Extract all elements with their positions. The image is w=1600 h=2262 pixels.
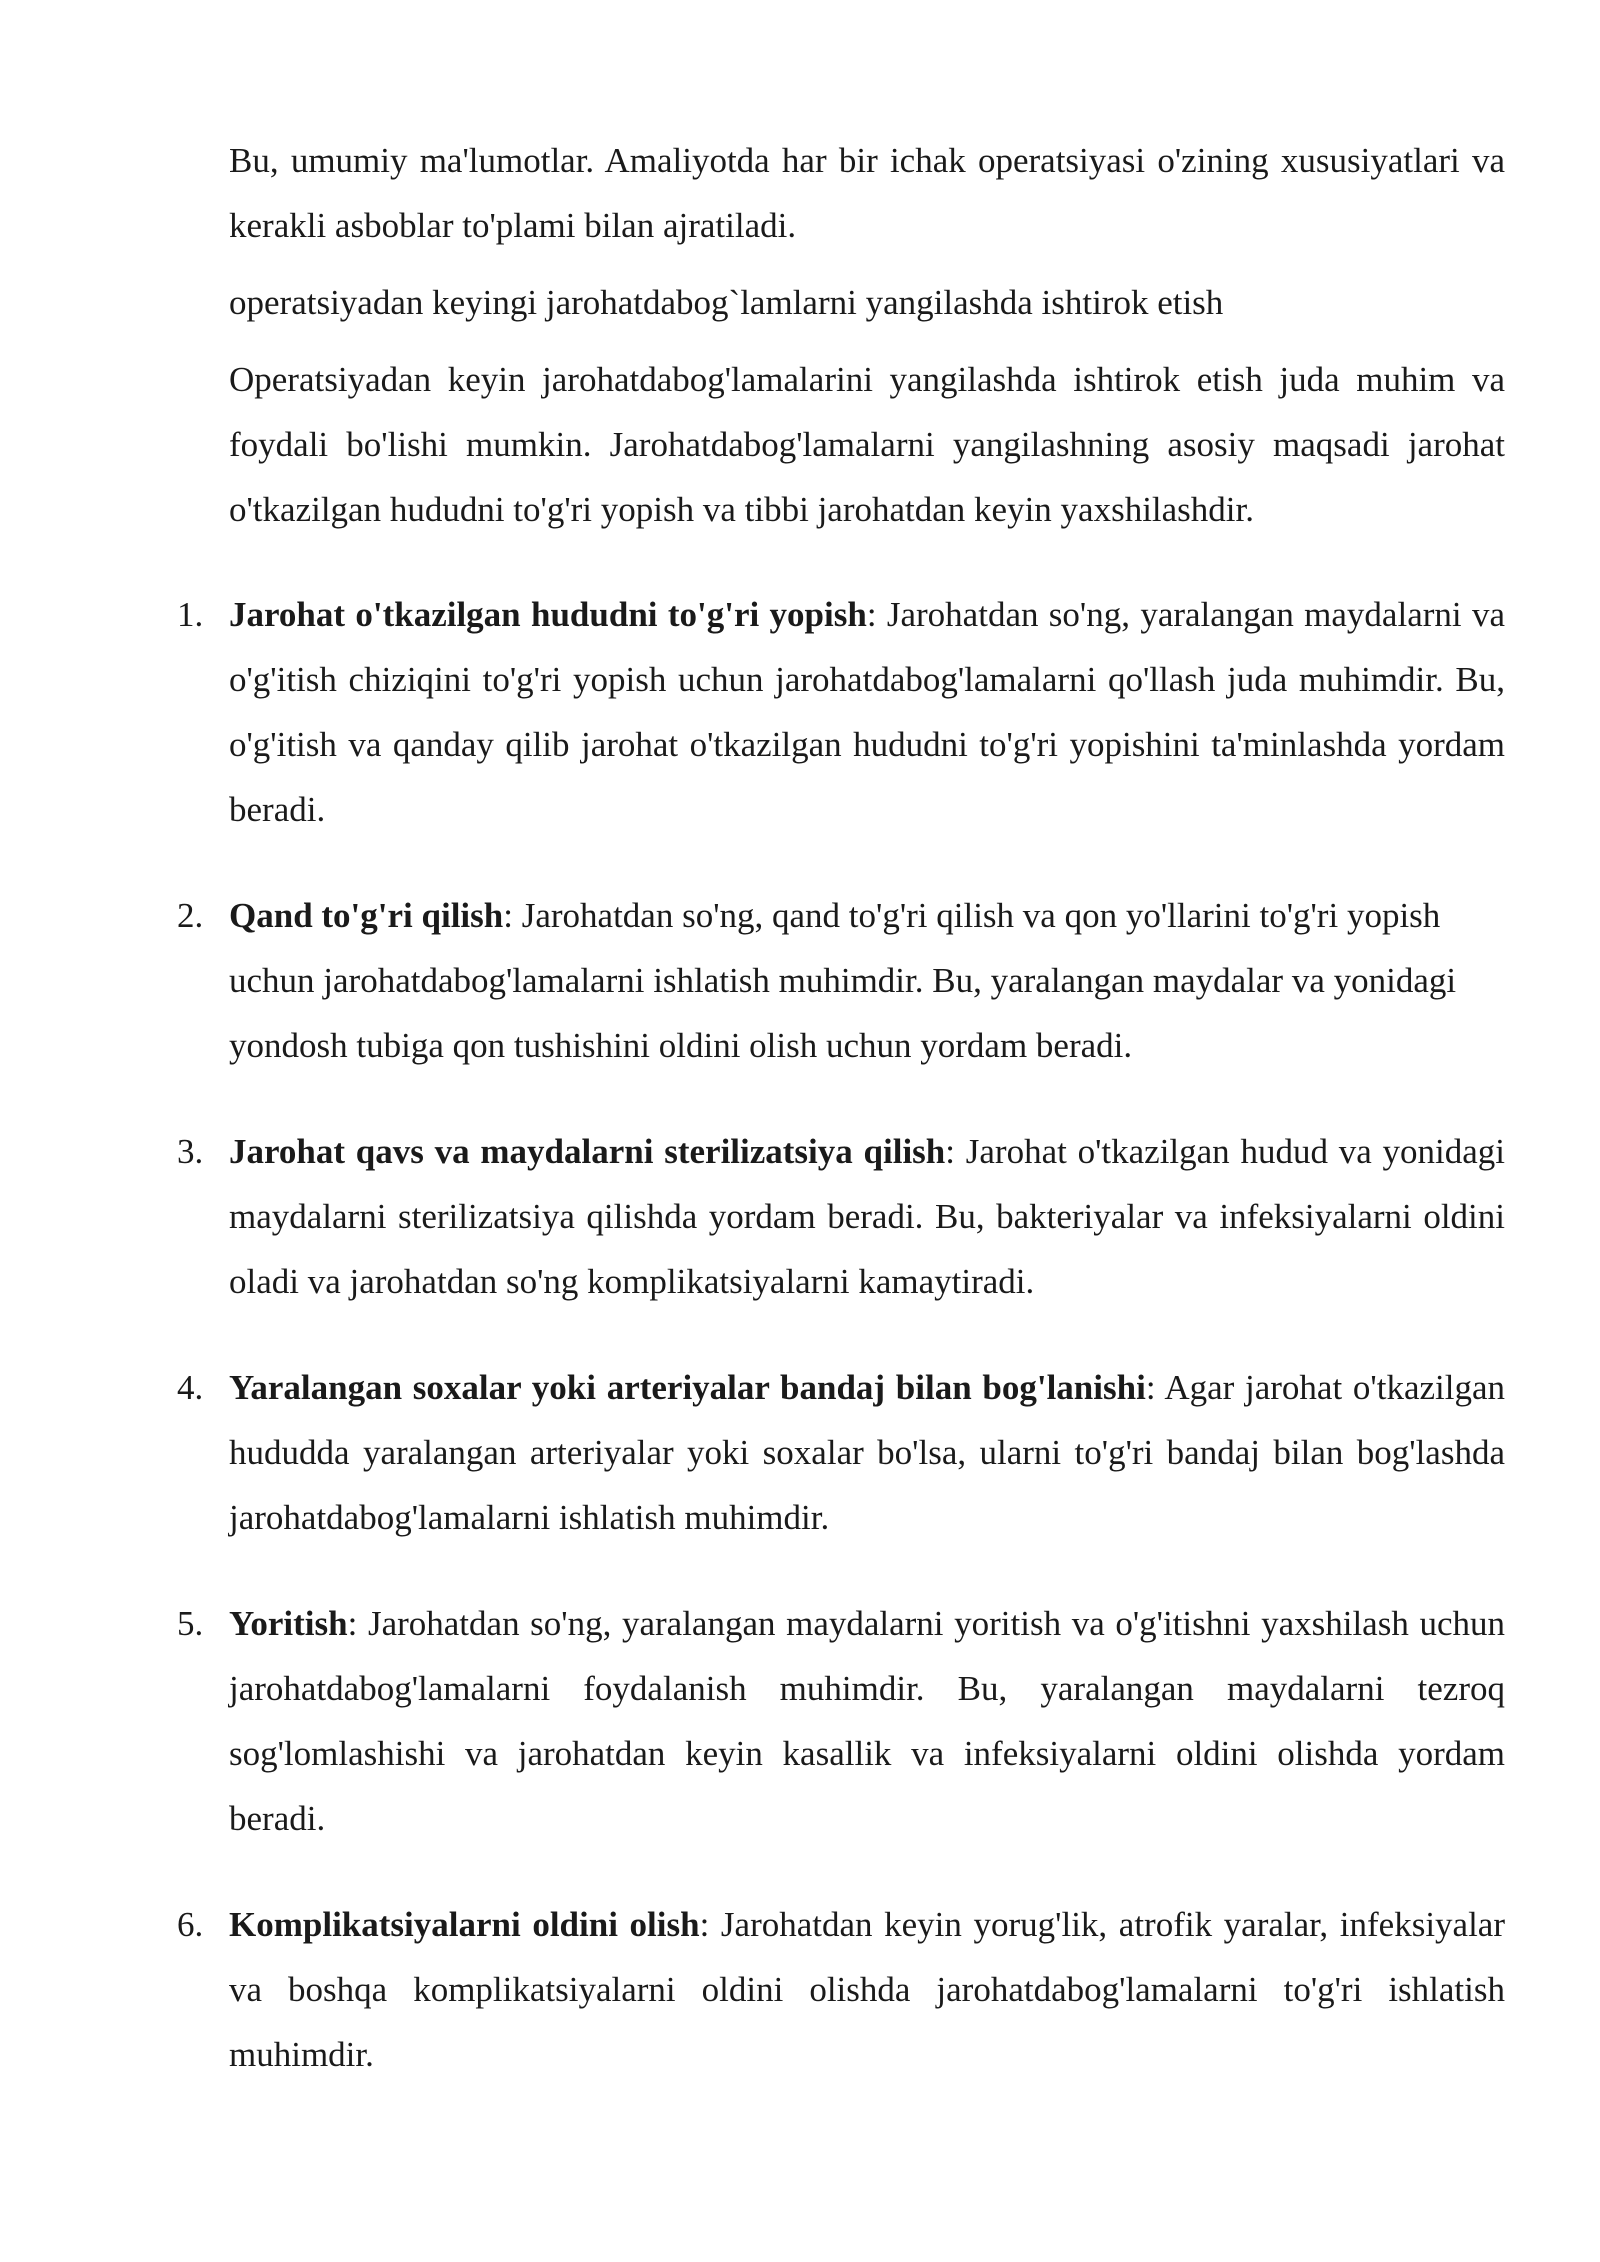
intro-paragraph: Bu, umumiy ma'lumotlar. Amaliyotda har bir ichak operatsiyasi o'zining xususiyatlari va kerakli asboblar to'plami bilan ajratiladi.	[229, 141, 1505, 245]
list-item	[177, 1355, 1505, 1550]
list-item-text: : Jarohatdan so'ng, qand to'g'ri qilish va qon yo'llarini to'g'ri yopish uchun jarohatdabog'lamalarni ishlatish muhimdir. Bu, yaralangan maydalar va yonidagi yondosh tubiga qon tushishini oldini olish uchun yordam beradi.	[229, 896, 1457, 1065]
numbered-list	[177, 582, 1505, 2087]
list-item	[177, 883, 1527, 1078]
list-item-term: Komplikatsiyalarni oldini olish	[229, 1905, 700, 1944]
list-item-text: : Jarohat o'tkazilgan hudud va yonidagi maydalarni sterilizatsiya qilishda yordam beradi. Bu, bakteriyalar va infeksiyalarni oldini oladi va jarohatdan so'ng komplikatsiyalarni kamaytiradi.	[229, 1132, 1505, 1301]
list-item-text: : Jarohatdan keyin yorug'lik, atrofik yaralar, infeksiyalar va boshqa komplikatsiyalarni oldini olishda jarohatdabog'lamalarni to'g'ri ishlatish muhimdir.	[229, 1905, 1505, 2074]
list-item-number: 4.	[177, 1368, 204, 1407]
list-item	[177, 582, 1505, 842]
list-item-number: 5.	[177, 1604, 204, 1643]
list-item-text: : Agar jarohat o'tkazilgan hududda yaralangan arteriyalar yoki soxalar bo'lsa, ularni to'g'ri bandaj bilan bog'lashda jarohatdabog'lamalarni ishlatish muhimdir.	[229, 1368, 1505, 1537]
list-item-text: : Jarohatdan so'ng, yaralangan maydalarni va o'g'itish chiziqini to'g'ri yopish uchun jarohatdabog'lamalarni qo'llash juda muhimdir. Bu, o'g'itish va qanday qilib jarohat o'tkazilgan hududni to'g'ri yopishini ta'minlashda yordam beradi.	[229, 595, 1505, 829]
document-content	[177, 128, 1505, 2128]
list-item	[177, 1119, 1505, 1314]
list-item	[177, 1591, 1505, 1851]
section-heading: operatsiyadan keyingi jarohatdabog`lamlarni yangilashda ishtirok etish	[229, 283, 1224, 322]
list-item-term: Qand to'g'ri qilish	[229, 896, 504, 935]
list-item-number: 1.	[177, 595, 204, 634]
list-item-term: Jarohat o'tkazilgan hududni to'g'ri yopish	[229, 595, 867, 634]
body-paragraph: Operatsiyadan keyin jarohatdabog'lamalarini yangilashda ishtirok etish juda muhim va foydali bo'lishi mumkin. Jarohatdabog'lamalarni yangilashning asosiy maqsadi jarohat o'tkazilgan hududni to'g'ri yopish va tibbi jarohatdan keyin yaxshilashdir.	[229, 360, 1505, 529]
list-item-term: Yaralangan soxalar yoki arteriyalar bandaj bilan bog'lanishi	[229, 1368, 1146, 1407]
list-item-number: 3.	[177, 1132, 204, 1171]
list-item	[177, 1892, 1505, 2087]
list-item-text: : Jarohatdan so'ng, yaralangan maydalarni yoritish va o'g'itishni yaxshilash uchun jarohatdabog'lamalarni foydalanish muhimdir. Bu, yaralangan maydalarni tezroq sog'lomlashishi va jarohatdan keyin kasallik va infeksiyalarni oldini olishda yordam beradi.	[229, 1604, 1505, 1838]
list-item-number: 2.	[177, 896, 204, 935]
list-item-number: 6.	[177, 1905, 204, 1944]
list-item-term: Jarohat qavs va maydalarni sterilizatsiya qilish	[229, 1132, 946, 1171]
list-item-term: Yoritish	[229, 1604, 348, 1643]
